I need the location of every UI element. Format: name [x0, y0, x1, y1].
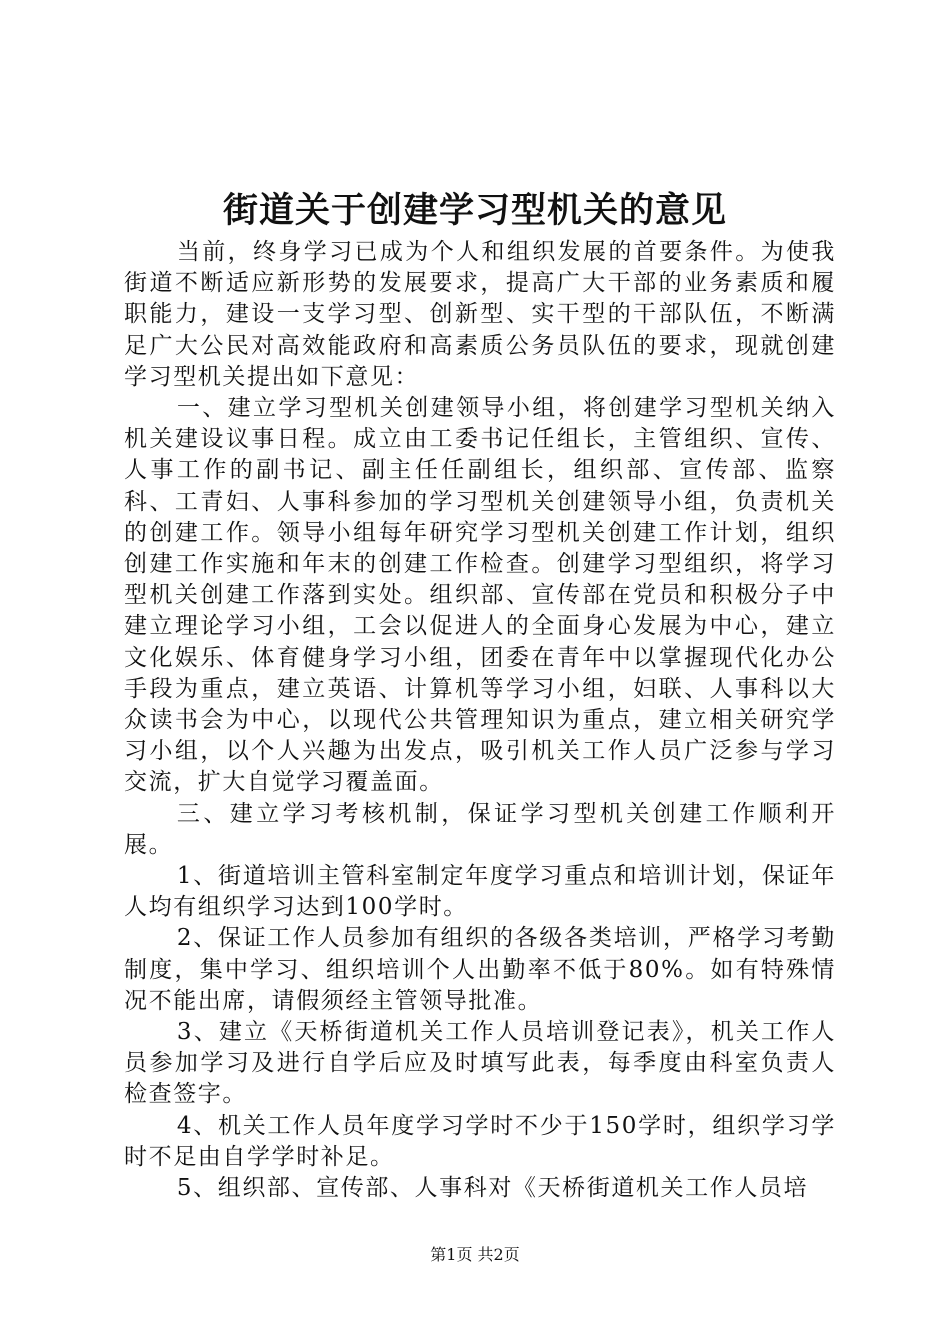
document-title: 街道关于创建学习型机关的意见 — [222, 190, 727, 231]
paragraph-item-3: 3、建立《天桥街道机关工作人员培训登记表》，机关工作人员参加学习及进行自学后应及时填写此表，每季度由科室负责人检查签字。 — [124, 1019, 836, 1108]
paragraph-intro: 当前，终身学习已成为个人和组织发展的首要条件。为使我街道不断适应新形势的发展要求，提高广大干部的业务素质和履职能力，建设一支学习型、创新型、实干型的干部队伍，不断满足广大公民对高效能政府和高素质公务员队伍的要求，现就创建学习型机关提出如下意见： — [124, 239, 836, 390]
paragraph-item-1: 1、街道培训主管科室制定年度学习重点和培训计划，保证年人均有组织学习达到100学时。 — [124, 863, 836, 921]
document-body — [124, 237, 836, 1204]
paragraph-item-5: 5、组织部、宣传部、人事科对《天桥街道机关工作人员培 — [176, 1175, 809, 1202]
paragraph-section-1: 一、建立学习型机关创建领导小组，将创建学习型机关纳入机关建设议事日程。成立由工委书记任组长，主管组织、宣传、人事工作的副书记、副主任任副组长，组织部、宣传部、监察科、工青妇、人事科参加的学习型机关创建领导小组，负责机关的创建工作。领导小组每年研究学习型机关创建工作计划，组织创建工作实施和年末的创建工作检查。创建学习型组织，将学习型机关创建工作落到实处。组织部、宣传部在党员和积极分子中建立理论学习小组，工会以促进人的全面身心发展为中心，建立文化娱乐、体育健身学习小组，团委在青年中以掌握现代化办公手段为重点，建立英语、计算机等学习小组，妇联、人事科以大众读书会为中心，以现代公共管理知识为重点，建立相关研究学习小组，以个人兴趣为出发点，吸引机关工作人员广泛参与学习交流，扩大自觉学习覆盖面。 — [124, 395, 836, 796]
paragraph-item-4: 4、机关工作人员年度学习学时不少于150学时，组织学习学时不足由自学学时补足。 — [124, 1112, 836, 1170]
page-footer: 第1页 共2页 — [430, 1245, 520, 1264]
paragraph-section-3: 三、建立学习考核机制，保证学习型机关创建工作顺利开展。 — [124, 800, 836, 858]
paragraph-item-2: 2、保证工作人员参加有组织的各级各类培训，严格学习考勤制度，集中学习、组织培训个人出勤率不低于80%。如有特殊情况不能出席，请假须经主管领导批准。 — [124, 925, 836, 1014]
